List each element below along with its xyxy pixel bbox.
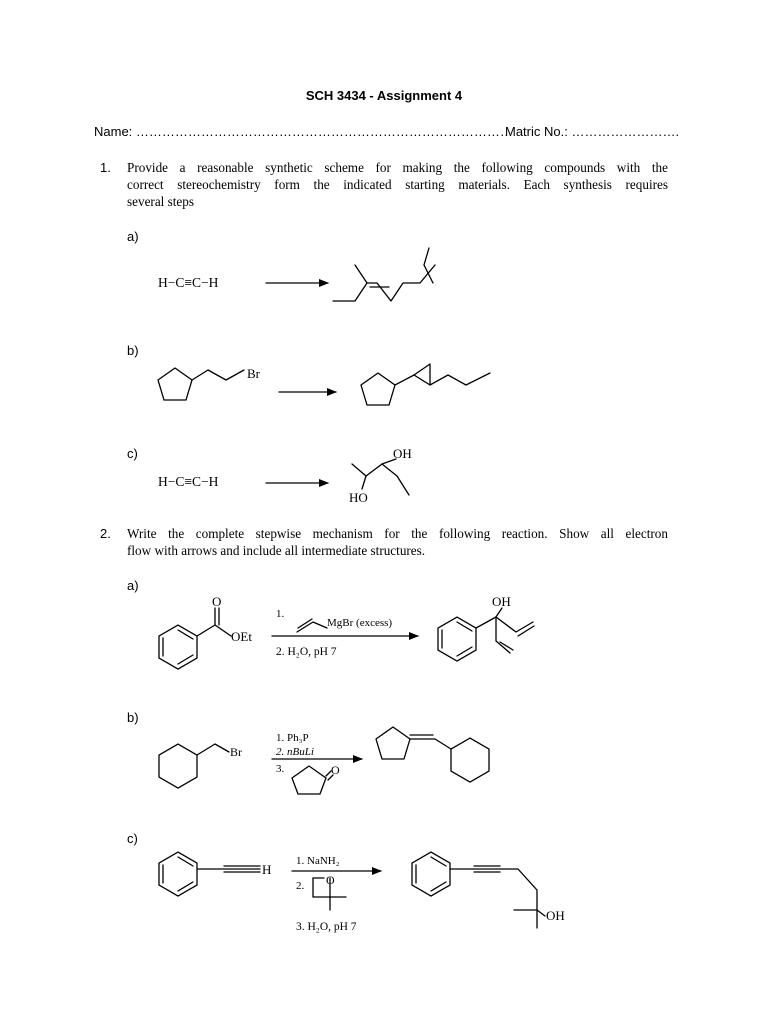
question-2-line-2: flow with arrows and include all intermediate structures. xyxy=(127,543,426,558)
q2b-cyclopentanone xyxy=(292,766,333,794)
question-2-line-1: Write the complete stepwise mechanism for the following reaction. Show all electron xyxy=(127,526,668,541)
q2a-carbonyl-oxygen: O xyxy=(212,594,222,609)
q2c-reagent-step-3: 3. H₂O, pH 7 xyxy=(296,921,357,933)
question-1-line-1: Provide a reasonable synthetic scheme for making the following compounds with the xyxy=(127,160,668,175)
q1b-bromine-label: Br xyxy=(247,366,260,381)
matric-number-field-line: Matric No.: ……………………. xyxy=(505,124,680,139)
question-1-line-2: correct stereochemistry form the indicated starting materials. Each synthesis requires xyxy=(127,177,668,192)
question-2-number: 2. xyxy=(100,526,111,541)
q2-part-c-label: c) xyxy=(127,831,138,846)
q2b-ketone-oxygen: O xyxy=(331,763,340,777)
q1c-hydroxyl-label-top: OH xyxy=(393,446,412,461)
q2a-product-tertiary-alcohol xyxy=(438,608,534,661)
q2c-reactant-phenylacetylene xyxy=(159,852,260,896)
q2c-hydroxyl-label: OH xyxy=(546,908,565,923)
q2c-reagent-step-2: 2. xyxy=(296,880,305,892)
q1b-product-cyclopropane xyxy=(361,364,490,405)
q1c-hydroxyl-label-bottom: HO xyxy=(349,490,368,505)
q2b-product-alkene xyxy=(376,727,489,782)
q2a-reactant-ethyl-benzoate xyxy=(159,608,231,669)
q2a-reagent-step-2: 2. H₂O, pH 7 xyxy=(276,646,337,658)
q2b-bromine-label: Br xyxy=(230,745,242,759)
document-title: SCH 3434 - Assignment 4 xyxy=(305,88,463,103)
q1b-reactant-cyclopentylethyl-bromide xyxy=(158,368,244,400)
q2a-vinyl-group xyxy=(297,619,327,632)
q2-part-b-label: b) xyxy=(127,710,139,725)
q2-part-a-label: a) xyxy=(127,578,139,593)
q2c-reagent-step-1: 1. NaNH₂ xyxy=(296,855,340,867)
name-field-line: Name: …………………………………………………………………………… xyxy=(94,124,513,139)
q1a-reactant-acetylene: H−C≡C−H xyxy=(158,275,219,290)
q2a-hydroxyl-label: OH xyxy=(492,594,511,609)
q1a-product-alkene xyxy=(333,248,435,301)
q2b-reagent-step-2: 2. nBuLi xyxy=(276,746,314,758)
q1-part-a-label: a) xyxy=(127,229,139,244)
question-1-number: 1. xyxy=(100,160,111,175)
q2c-oxetane-oxygen: O xyxy=(326,873,335,887)
q1-part-b-label: b) xyxy=(127,343,139,358)
question-1-line-3: several steps xyxy=(127,194,195,209)
q2a-ethoxy-label: OEt xyxy=(231,629,252,644)
q2a-grignard-label: MgBr (excess) xyxy=(327,617,393,629)
q2c-product-alkynyl-alcohol xyxy=(412,852,545,928)
q2c-terminal-hydrogen: H xyxy=(262,862,272,877)
q2a-reagent-step-1: 1. xyxy=(276,608,285,620)
q2b-reagent-step-1: 1. Ph₃P xyxy=(276,732,309,744)
q2b-reagent-step-3: 3. xyxy=(276,763,285,775)
q2b-reactant-cyclohexylmethyl-bromide xyxy=(159,744,229,788)
q1-part-c-label: c) xyxy=(127,446,138,461)
q1c-reactant-acetylene: H−C≡C−H xyxy=(158,474,219,489)
